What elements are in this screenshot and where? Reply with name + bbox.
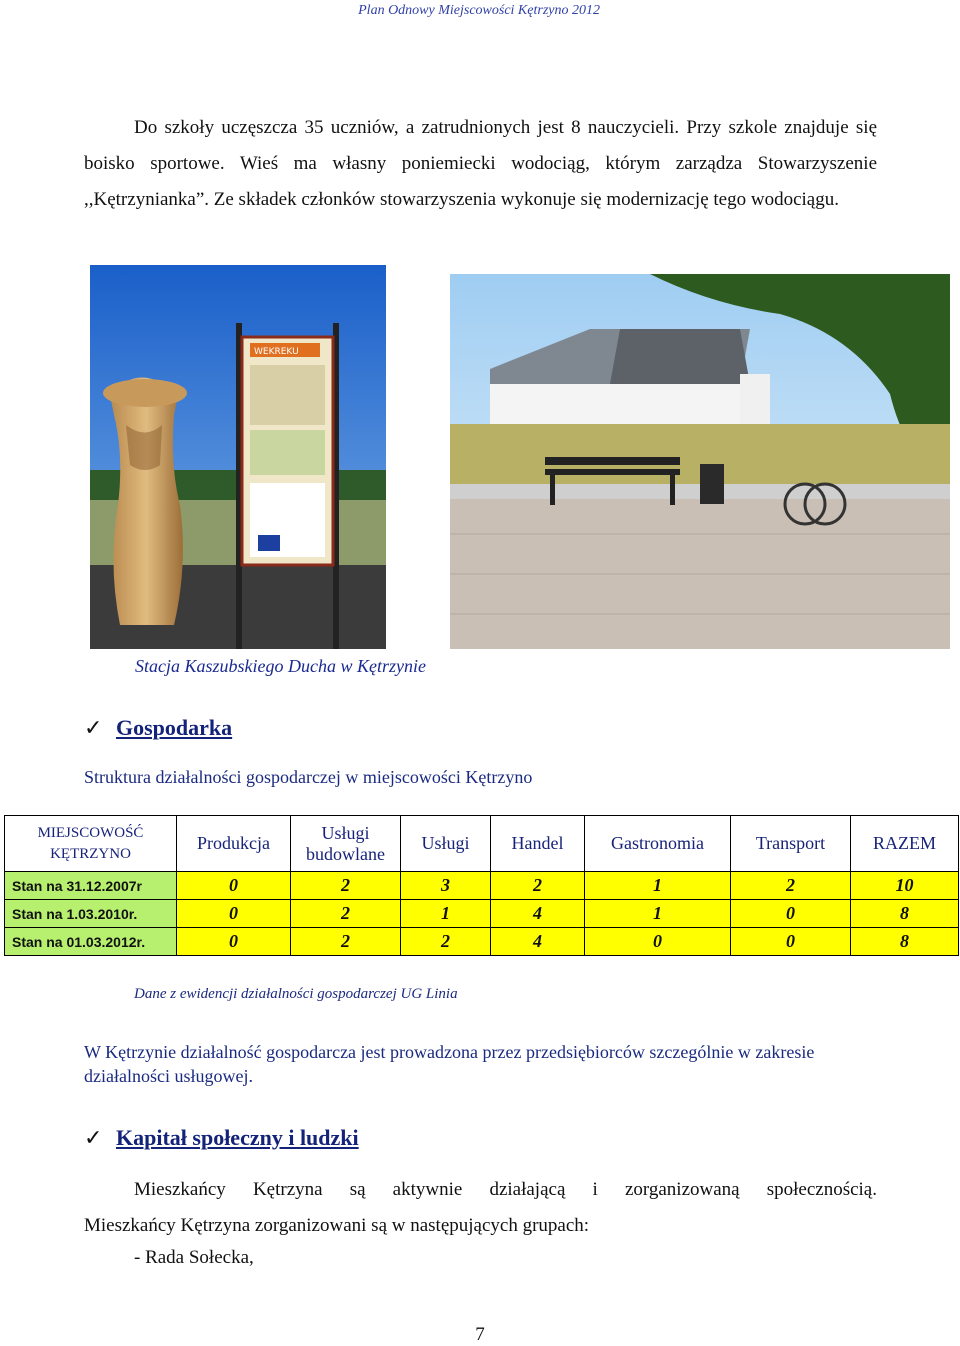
table-header-cell: RAZEM	[851, 816, 959, 872]
table-header-cell: Gastronomia	[585, 816, 731, 872]
economy-paragraph: W Kętrzynie działalność gospodarcza jest prowadzona przez przedsiębiorców szczególnie w zakresie działalności usługowej.	[84, 1042, 815, 1086]
table-header-row	[5, 816, 959, 872]
table-cell: 2	[491, 872, 585, 900]
social-line-1: Mieszkańcy Kętrzyna są aktywnie działającą i zorganizowaną społecznością.	[134, 1179, 877, 1200]
photo-building-bench	[450, 274, 950, 649]
economy-table	[4, 815, 959, 956]
table-cell: 2	[291, 900, 401, 928]
table-cell: 4	[491, 928, 585, 956]
table-cell: 2	[731, 872, 851, 900]
heading-economy-text: Gospodarka	[116, 715, 233, 740]
table-cell: 8	[851, 928, 959, 956]
table-cell: 2	[291, 872, 401, 900]
page-header: Plan Odnowy Miejscowości Kętrzyno 2012	[358, 3, 600, 18]
table-row-label: Stan na 1.03.2010r.	[5, 900, 177, 928]
photo-statue-board-image	[90, 265, 386, 649]
table-cell: 0	[177, 900, 291, 928]
table-cell: 4	[491, 900, 585, 928]
table-row-label: Stan na 01.03.2012r.	[5, 928, 177, 956]
table-cell: 2	[291, 928, 401, 956]
table-header-cell: Handel	[491, 816, 585, 872]
table-cell: 0	[731, 928, 851, 956]
checkmark-icon: ✓	[84, 1125, 103, 1150]
photo-statue-board	[90, 265, 386, 649]
checkmark-icon: ✓	[84, 715, 103, 740]
social-line-2: Mieszkańcy Kętrzyna zorganizowani są w następujących grupach:	[84, 1215, 590, 1236]
table-row	[5, 872, 959, 900]
list-item: - Rada Sołecka,	[134, 1247, 254, 1268]
table-row	[5, 900, 959, 928]
photo-caption: Stacja Kaszubskiego Ducha w Kętrzynie	[135, 656, 426, 676]
table-header-cell: Produkcja	[177, 816, 291, 872]
table-cell: 8	[851, 900, 959, 928]
table-header-cell: Usługi	[401, 816, 491, 872]
table-header-cell: Usługi budowlane	[291, 816, 401, 872]
table-cell: 2	[401, 928, 491, 956]
table-cell: 1	[585, 872, 731, 900]
table-row	[5, 928, 959, 956]
table-source-note: Dane z ewidencji działalności gospodarczej UG Linia	[134, 986, 458, 1002]
heading-social-text: Kapitał społeczny i ludzki	[116, 1125, 359, 1150]
board-title-text: WEKREKU	[254, 347, 299, 357]
intro-text: Do szkoły uczęszcza 35 uczniów, a zatrudnionych jest 8 nauczycieli. Przy szkole znajduje się boisko sportowe. Wieś ma własny poniemiecki wodociąg, którym zarządza Stowarzyszenie ,,Kętrzynianka”. Ze składek członków stowarzyszenia wykonuje się modernizację tego wodociągu.	[84, 117, 877, 210]
heading-economy	[84, 715, 232, 741]
table-cell: 0	[177, 872, 291, 900]
economy-subtitle: Struktura działalności gospodarczej w miejscowości Kętrzyno	[84, 767, 533, 787]
table-header-cell: MIEJSCOWOŚĆ KĘTRZYNO	[5, 816, 177, 872]
table-cell: 1	[585, 900, 731, 928]
page-number: 7	[475, 1324, 485, 1345]
intro-paragraph	[84, 110, 877, 218]
table-header-cell: Transport	[731, 816, 851, 872]
table-cell: 0	[731, 900, 851, 928]
table-cell: 10	[851, 872, 959, 900]
social-paragraph	[84, 1172, 877, 1244]
table-cell: 3	[401, 872, 491, 900]
heading-social	[84, 1125, 359, 1151]
table-cell: 1	[401, 900, 491, 928]
table-cell: 0	[585, 928, 731, 956]
table-cell: 0	[177, 928, 291, 956]
photo-building-bench-image	[450, 274, 950, 649]
table-row-label: Stan na 31.12.2007r	[5, 872, 177, 900]
